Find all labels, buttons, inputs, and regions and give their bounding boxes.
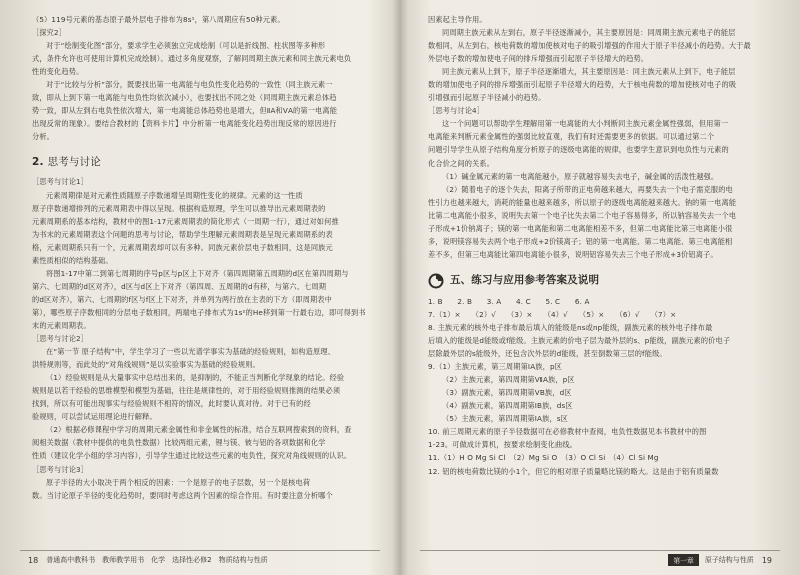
text-line: 性的变化趋势。 <box>32 67 84 77</box>
text-line: 格，元素周期系只有一个，元素周期表却可以有多种。同族元素价层电子数相同，这是同族元 <box>32 242 333 252</box>
text-line: 规则是以若干经验的思维模型和模型为基础，往往是规律性的，对于用经验规则推测的结果必须 <box>32 386 341 396</box>
running-footer: 原子结构与性质 <box>704 556 754 564</box>
text-line: 末的元素周期表。 <box>32 320 91 330</box>
text-line: 为书末的元素周期表这个问题的思考与讨论，帮助学生理解元素周期表是呈现元素周期系的表 <box>32 229 333 239</box>
text-line: 洪特规则等，而此处的“对角线规则”是以实验事实为基础的经验规则。 <box>32 360 260 370</box>
text-line: 素性质相似的结构基础。 <box>32 255 113 265</box>
text-line: 性引力也越来越大，消耗的能量也越来越多，所以原子的逐级电离能越来越大。钠的第一电离能 <box>428 197 737 207</box>
section-swirl-icon <box>428 273 444 289</box>
text-line: 数的增加使电子间的排斥增强而引起原子半径增大的趋势，大于核电荷数的增加使核对电子的吸 <box>428 80 737 90</box>
text-line: （1）经验规则是从大量事实中总结出来的，是抑制的，不能正当判断化学现象的结论。经验 <box>46 373 345 383</box>
left-page-body <box>32 13 372 502</box>
section-number: 2. <box>32 155 44 168</box>
text-line: 因素起主导作用。 <box>428 15 487 24</box>
right-page <box>400 0 800 575</box>
discussion-heading: ［思考与讨论3］ <box>32 464 89 474</box>
answer-line: （2）主族元素，第四周期第ⅦA族，p区 <box>442 375 575 385</box>
answer-line: 7.（1）× （2）√ （3）× （4）√ （5）× （6）√ （7）× <box>428 309 677 319</box>
text-line: 将图1-17中第二到第七周期的序号p区与p区上下对齐（第四周期第五周期的d区在第四周期与 <box>46 268 349 278</box>
answer-line: 12. 铝的核电荷数比镁的小1个，但它的相对原子质量略比镁的略大。这是由于铝有质量数 <box>428 466 719 476</box>
text-line: 问题引导学生从原子结构角度分析原子的逐级电离能的规律，也要学生意识到电负性与元素的 <box>428 145 729 155</box>
text-line: 多，说明镁容易失去两个电子形成+2价镁离子；铝的第一电离能、第二电离能、第三电离能相 <box>428 236 733 246</box>
text-line: 比第二电离能小很多，说明失去第一个电子比失去第二个电子容易得多，所以钠容易失去一个电 <box>428 210 737 220</box>
answer-line: 9.（1）主族元素，第三周期第ⅠA族，p区 <box>428 362 562 372</box>
text-line: 出现反常的现象）。要结合教材的【资料卡片】中分析第一电离能变化趋势出现反常的原因进行 <box>32 119 337 129</box>
section-heading-2 <box>32 149 372 175</box>
answer-line: 后填入的能级是d能级或f能级。主族元素的价电子层为最外层的s、p能级，副族元素的价电子 <box>428 336 731 346</box>
text-line: 对于“比较与分析”部分，既要找出第一电离能与电负性变化趋势的一致性（同主族元素一 <box>46 80 333 90</box>
answer-line: 1-23。可做成计算机，按要求绘制变化曲线。 <box>428 440 577 450</box>
text-line: 差不多，但第三电离能比第四电离能小很多，说明铝容易失去三个电子形成+3价铝离子。 <box>428 249 718 259</box>
text-line: 同主族元素从上到下，原子半径逐渐增大，其主要原因是：同主族元素从上到下，电子能层 <box>442 67 736 77</box>
text-line: 元素周期律是对元素性质随原子序数递增呈周期性变化的规律。元素的这一性质 <box>46 190 303 200</box>
text-line: 式，条件允许也可使用计算机完成绘制）。通过多角度观察，了解同周期主族元素和同主族元素电负 <box>32 54 352 64</box>
text-line: 引增强而引起原子半径减小的趋势。 <box>428 93 546 103</box>
answer-line: （5）主族元素，第四周期第ⅠA族，s区 <box>442 414 569 424</box>
text-line: 验规则，可以尝试运用理论进行解释。 <box>32 412 157 422</box>
text-line: 这一个问题可以帮助学生理解用第一电离能的大小判断同主族元素金属性强弱，但用第一 <box>442 119 729 129</box>
text-line: 电离能来判断元素金属性的强弱比较直观，我们有时还需要更多的依据。可以通过第二个 <box>428 132 715 142</box>
left-footer <box>20 550 380 567</box>
text-line: 阅相关数据（教材中提供的电负性数据）比较两组元素，锂与镁、铍与铝的各项数据和化学 <box>32 438 326 448</box>
answer-line: 8. 主族元素的核外电子排布最后填入的能级是ns或np能级，副族元素的核外电子排布最 <box>428 322 713 332</box>
text-line: 分析。 <box>32 132 55 142</box>
discussion-heading: ［思考与讨论1］ <box>32 177 89 187</box>
answer-line: 1. B 2. B 3. A 4. C 5. C 6. A <box>428 296 590 306</box>
inquiry-heading: ［探究2］ <box>32 28 67 38</box>
text-line: （2）随着电子的逐个失去，阳离子所带的正电荷越来越大，再要失去一个电子需克服的电 <box>442 184 733 194</box>
text-line: 数相同，从左到右，核电荷数的增加使核对电子的吸引增强的作用大于原子半径减小的趋势。大于最 <box>428 41 751 51</box>
answer-line: 10. 前三周期元素的原子半径数据可在必修教材中查阅，电负性数据见本书教材中的图 <box>428 427 707 437</box>
text-line: 原子序数递增排列的元素周期表中得以呈现。根据构造原理，学生可以推导出元素周期表的 <box>32 203 326 213</box>
text-line: 第六、七周期的d区对齐），d区与d区上下对齐（第四周、五周期的d有移，与第六、七周期 <box>32 281 327 291</box>
right-footer <box>420 550 780 567</box>
right-page-body <box>428 13 770 478</box>
text-line: 数。当讨论原子半径的变化趋势时，要同时考虑这两个因素的综合作用。有时要注意分析哪个 <box>32 490 333 500</box>
text-line: 对于“绘制变化图”部分，要求学生必须独立完成绘制（可以是折线图、柱状图等多种形 <box>46 41 326 51</box>
text-line: （1）碱金属元素的第一电离能越小，原子就越容易失去电子，碱金属的活泼性越强。 <box>442 171 719 181</box>
text-line: 同周期主族元素从左到右，原子半径逐渐减小，其主要原因是：同周期主族元素电子的能层 <box>442 28 736 38</box>
answer-line: 11.（1）H O Mg Si Cl （2）Mg Si O （3）O Cl Si （4）Cl Si Mg <box>428 453 659 463</box>
page-number: 19 <box>761 555 772 565</box>
page-number: 18 <box>28 555 39 565</box>
discussion-heading: ［思考与讨论4］ <box>428 106 485 116</box>
chapter-tag: 第一章 <box>668 554 698 566</box>
text-line: 子形成+1价钠离子；镁的第一电离能和第二电离能相差不多，但第二电离能比第三电离能小很 <box>428 223 733 233</box>
text-line: 找到，所以有可能出现事实与经验规则不相符的情况，此时要认真对待。对于已有的经 <box>32 399 311 409</box>
text-line: （2）根据必修课程中学习的周期元素金属性和非金属性的标准，结合互联网搜索到的资料，查 <box>46 425 352 435</box>
text-line: 在“第一节 原子结构”中，学生学习了一些以光谱学事实为基础的经验规则，如构造原理、 <box>46 347 336 357</box>
text-line: 致，即从上到下第一电离能与电负性均依次减小），也要找出不同之处（同周期主族元素总体趋 <box>32 93 337 103</box>
answer-line: （3）副族元素，第四周期第ⅤB族，d区 <box>442 388 572 398</box>
text-line: （5）119号元素的基态原子最外层电子排布为8s¹，第八周期应有50种元素。 <box>32 15 285 24</box>
text-line: 第），哪些原子序数相同的分层电子数相同，两端电子排布式为1s²的He移到第一行最右边，即可得到书 <box>32 307 366 317</box>
running-footer: 普通高中教科书 教师教学用书 化学 选择性必修2 物质结构与性质 <box>46 556 268 564</box>
text-line: 势一致，即从左到右电负性依次增大，第一电离能总体趋势也是增大，但ⅡA和ⅤA的第一电离能 <box>32 106 338 116</box>
discussion-heading: ［思考与讨论2］ <box>32 334 89 344</box>
text-line: 性质（建议化学小组的学习内容），引导学生通过比较这些元素的电负性，探究对角线规则的认识。 <box>32 451 352 461</box>
text-line: 化合价之间的关系。 <box>428 158 495 168</box>
answer-line: 层除最外层的s能级外，还包含次外层的d能级，甚至倒数第三层的f能级。 <box>428 349 667 359</box>
text-line: 外层电子数的增加使电子间的排斥增强而引起原子半径增大的趋势。 <box>428 54 649 64</box>
text-line: 元素周期系的基本结构，教材中的图1-17元素周期表的简化形式（一周期一行），通过对如何推 <box>32 216 339 226</box>
text-line: 的d区对齐），第六、七周期的f区与f区上下对齐，并单列为两行放在主表的下方（即周期表中 <box>32 294 332 304</box>
text-line: 原子半径的大小取决于两个相反的因素：一个是原子的电子层数，另一个是核电荷 <box>46 477 311 487</box>
section-title: 五、练习与应用参考答案及说明 <box>450 274 600 287</box>
section-title: 思考与讨论 <box>47 155 101 168</box>
section-heading-5 <box>428 267 770 295</box>
answer-line: （4）副族元素，第四周期第ⅠB族，ds区 <box>442 401 573 411</box>
